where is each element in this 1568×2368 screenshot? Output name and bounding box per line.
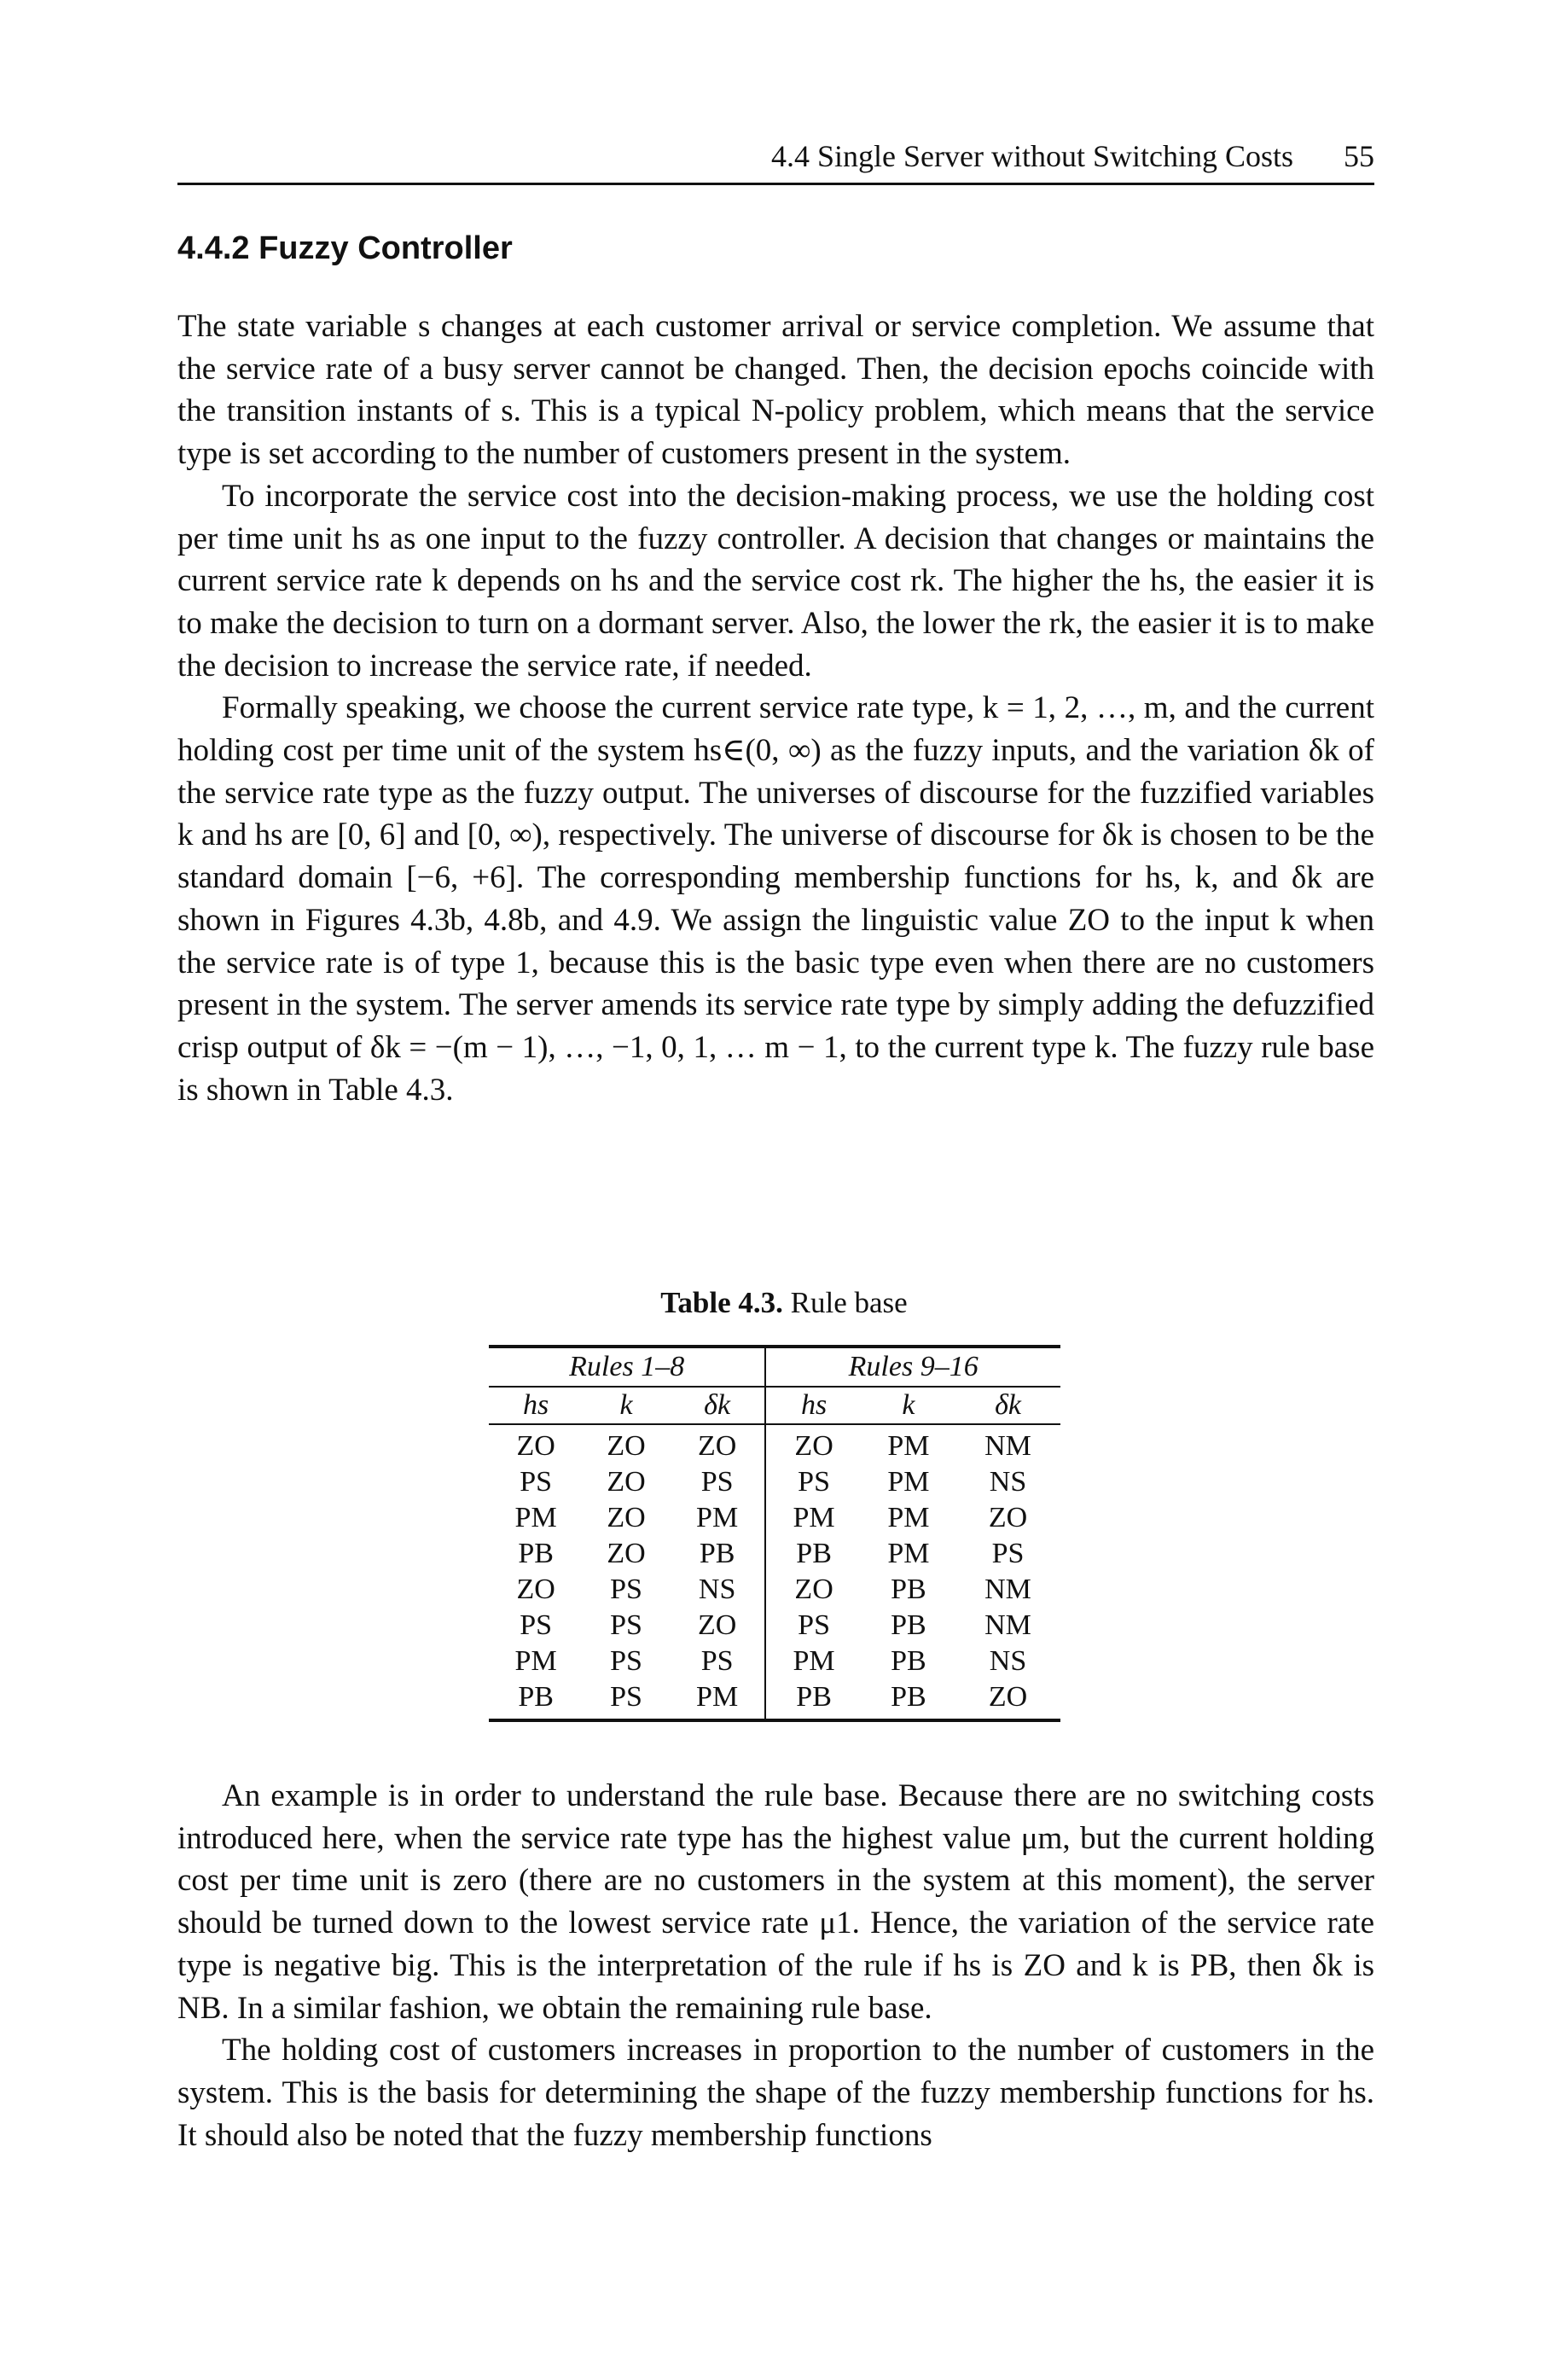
running-head [177,135,1374,185]
table-caption-label: Table 4.3. [660,1286,783,1319]
column-header-dk: δk [670,1387,765,1424]
table-cell: ZO [670,1608,765,1644]
table-cell: PM [514,1645,557,1677]
table-cell: PS [610,1681,642,1713]
table-row [489,1679,1060,1720]
rule-base-table [489,1345,1060,1722]
table-cell: PM [887,1538,930,1569]
table-cell: NM [984,1430,1031,1462]
table-cell: ZO [988,1681,1028,1713]
table-caption [0,1286,1568,1320]
table-cell: ZO [794,1574,833,1605]
table-row [489,1608,1060,1644]
group-header-rules-9-16: Rules 9–16 [765,1347,1060,1387]
column-header-hs: hs [765,1387,861,1424]
table-cell: PS [798,1609,830,1641]
table-cell: ZO [607,1430,646,1462]
column-header-k: k [583,1387,670,1424]
table-cell: PS [520,1466,553,1498]
table-row [489,1500,1060,1536]
table-cell: NS [989,1466,1027,1498]
table-cell: PB [891,1574,926,1605]
column-header-dk: δk [955,1387,1060,1424]
table-cell: ZO [607,1502,646,1533]
table-cell: PM [670,1679,765,1720]
table-row [489,1644,1060,1679]
paragraph: An example is in order to understand the rule base. Because there are no switching costs introduced here, when the service rate type has the highest value μm, but the current holding cost per time unit is zero (there are no customers in the system at this moment), the server should be turned down to the lowest service rate μ1. Hence, the variation of the service rate type is negative big. This is the interpretation of the rule if hs is ZO and k is PB, then δk is NB. In a similar fashion, we obtain the remaining rule base. [177,1778,1374,2026]
running-head-title: 4.4 Single Server without Switching Costs [771,139,1293,173]
table-cell: PB [891,1645,926,1677]
column-header-hs: hs [489,1387,583,1424]
table-cell: PB [891,1609,926,1641]
column-header-k: k [862,1387,955,1424]
table-cell: PS [610,1645,642,1677]
table-cell: ZO [988,1502,1028,1533]
table-group-header-row [489,1347,1060,1387]
table-cell: NS [989,1645,1027,1677]
table-cell: NM [984,1574,1031,1605]
table-cell: PB [796,1681,832,1713]
table-cell: PS [610,1609,642,1641]
body-text-after-table [177,1775,1374,2156]
section-title: 4.4.2 Fuzzy Controller [177,230,513,266]
table-row [489,1536,1060,1572]
table-caption-text: Rule base [790,1286,908,1319]
table-cell: ZO [516,1430,555,1462]
table-cell: PB [670,1536,765,1572]
table-cell: PS [991,1538,1025,1569]
table-cell: PS [610,1574,642,1605]
table-cell: PB [891,1681,926,1713]
table-cell: ZO [607,1466,646,1498]
table-cell: PS [798,1466,830,1498]
table-cell: NS [670,1572,765,1608]
table-row [489,1424,1060,1464]
paragraph: The holding cost of customers increases in proportion to the number of customers in the system. This is the basis for determining the shape of the fuzzy membership functions for hs. It should also be noted that the fuzzy membership functions [177,2033,1374,2153]
paragraph: Formally speaking, we choose the current service rate type, k = 1, 2, …, m, and the current holding cost per time unit of the system hs∈(0, ∞) as the fuzzy inputs, and the variation δk of the service rate type as the fuzzy output. The universes of discourse for the fuzzified variables k and hs are [0, 6] and [0, ∞), respectively. The universe of discourse for δk is chosen to be the standard domain [−6, +6]. The corresponding membership functions for hs, k, and δk are shown in Figures 4.3b, 4.8b, and 4.9. We assign the linguistic value ZO to the input k when the service rate is of type 1, because this is the basic type even when there are no customers present in the system. The server amends its service rate type by simply adding the defuzzified crisp output of δk = −(m − 1), …, −1, 0, 1, … m − 1, to the current type k. The fuzzy rule base is shown in Table 4.3. [177,690,1374,1108]
table-column-header-row [489,1387,1060,1424]
table-row [489,1572,1060,1608]
table-cell: PS [520,1609,553,1641]
page-number: 55 [1344,139,1374,173]
table-cell: PB [518,1538,554,1569]
table-cell: PM [887,1430,930,1462]
table-cell: ZO [516,1574,555,1605]
table-cell: PM [887,1502,930,1533]
body-text-before-table [177,305,1374,1111]
table-cell: PB [518,1681,554,1713]
table-cell: ZO [607,1538,646,1569]
paragraph: To incorporate the service cost into the decision-making process, we use the holding cost per time unit hs as one input to the fuzzy controller. A decision that changes or maintains the current service rate k depends on hs and the service cost rk. The higher the hs, the easier it is to make the decision to turn on a dormant server. Also, the lower the rk, the easier it is to make the decision to increase the service rate, if needed. [177,478,1374,684]
table-cell: PM [793,1502,835,1533]
table-cell: PS [670,1644,765,1679]
table-body [489,1424,1060,1720]
table-cell: PB [796,1538,832,1569]
table-cell: NM [984,1609,1031,1641]
table-row [489,1464,1060,1500]
table-cell: PM [670,1500,765,1536]
table-cell: PM [793,1645,835,1677]
table-cell: ZO [794,1430,833,1462]
table-cell: PS [670,1464,765,1500]
table-cell: PM [514,1502,557,1533]
paragraph: The state variable s changes at each customer arrival or service completion. We assume that the service rate of a busy server cannot be changed. Then, the decision epochs coincide with the transition instants of s. This is a typical N-policy problem, which means that the service type is set according to the number of customers present in the system. [177,309,1374,472]
table-cell: ZO [670,1424,765,1464]
group-header-rules-1-8: Rules 1–8 [489,1347,765,1387]
table-cell: PM [887,1466,930,1498]
